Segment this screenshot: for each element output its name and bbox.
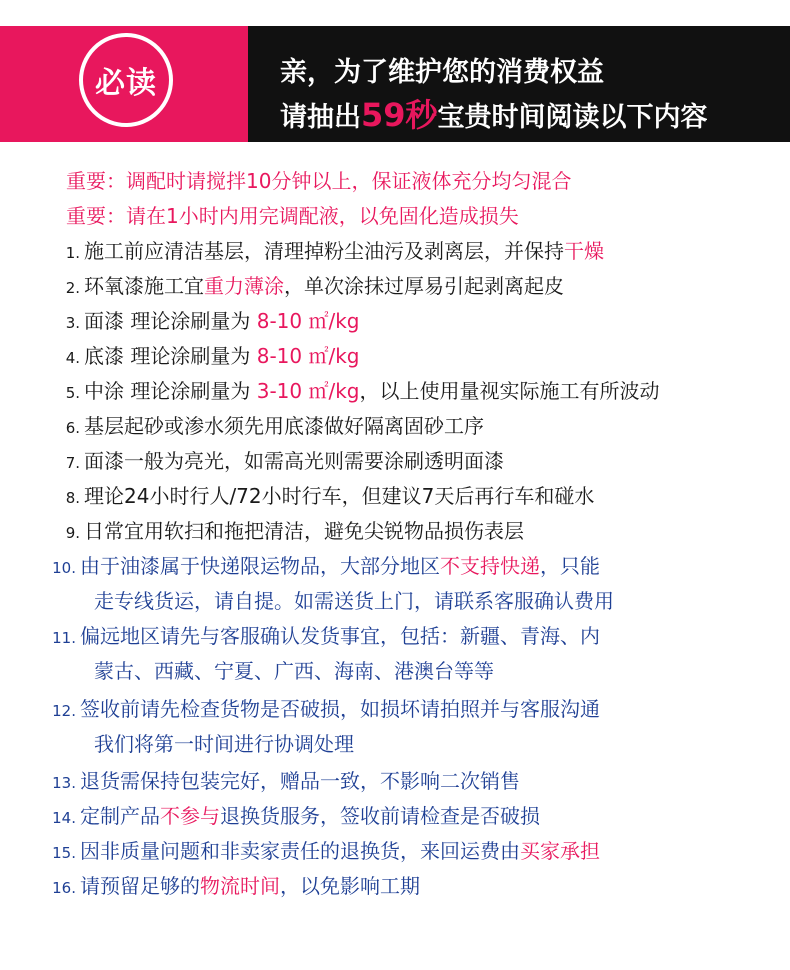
item-highlight: 物流时间 [200, 874, 280, 898]
item-text: 底漆 理论涂刷量为 [84, 344, 257, 368]
item-number: 7. [65, 454, 80, 472]
list-item-1 [0, 236, 790, 268]
item-number: 1. [65, 244, 80, 262]
item-text: 中涂 理论涂刷量为 [84, 379, 257, 403]
item-number: 10. [52, 559, 76, 577]
item-text-tail: 退换货服务，签收前请检查是否破损 [220, 804, 540, 828]
list-item-3 [0, 306, 790, 338]
item-text: 基层起砂或渗水须先用底漆做好隔离固砂工序 [84, 414, 484, 438]
list-item-10-continued: 走专线货运，请自提。如需送货上门，请联系客服确认费用 [94, 589, 614, 613]
important-note-2: 重要：请在1小时内用完调配液，以免固化造成损失 [66, 204, 519, 228]
list-item-12-continued: 我们将第一时间进行协调处理 [94, 732, 354, 756]
item-text: 环氧漆施工宜 [84, 274, 204, 298]
item-highlight: 8-10 ㎡/kg [256, 309, 360, 333]
item-highlight: 干燥 [564, 239, 604, 263]
item-number: 11. [52, 629, 76, 647]
item-number: 13. [52, 774, 76, 792]
item-highlight: 8-10 ㎡/kg [256, 344, 360, 368]
item-number: 12. [52, 702, 76, 720]
item-number: 4. [65, 349, 80, 367]
item-number: 5. [65, 384, 80, 402]
headline-prefix: 请抽出 [280, 102, 361, 133]
list-item-11 [0, 621, 790, 653]
item-text: 偏远地区请先与客服确认发货事宜，包括：新疆、青海、内 [80, 624, 600, 648]
item-highlight: 不参与 [160, 804, 220, 828]
banner-left-panel [0, 26, 248, 142]
important-note-1: 重要：调配时请搅拌10分钟以上，保证液体充分均匀混合 [66, 169, 572, 193]
list-item-12 [0, 694, 790, 726]
list-item-16 [0, 871, 790, 903]
headline-line-1: 亲，为了维护您的消费权益 [280, 57, 604, 88]
item-text: 退货需保持包装完好，赠品一致，不影响二次销售 [80, 769, 520, 793]
item-highlight: 3-10 ㎡/kg [256, 379, 360, 403]
header-banner [0, 26, 790, 142]
list-item-6 [0, 411, 790, 443]
item-text-tail: ，单次涂抹过厚易引起剥离起皮 [284, 274, 564, 298]
item-number: 14. [52, 809, 76, 827]
item-number: 8. [65, 489, 80, 507]
list-item-14 [0, 801, 790, 833]
item-number: 15. [52, 844, 76, 862]
item-number: 3. [65, 314, 80, 332]
list-item-8 [0, 481, 790, 513]
item-text-tail: ，以上使用量视实际施工有所波动 [359, 379, 660, 403]
list-item-10 [0, 551, 790, 583]
item-text-tail: ，只能 [540, 554, 600, 578]
item-highlight: 不支持快递 [440, 554, 540, 578]
badge-label: 必读 [95, 66, 157, 101]
item-highlight: 买家承担 [520, 839, 600, 863]
item-text: 签收前请先检查货物是否破损，如损坏请拍照并与客服沟通 [80, 697, 600, 721]
headline-suffix: 宝贵时间阅读以下内容 [437, 102, 708, 133]
item-text-tail: ，以免影响工期 [280, 874, 420, 898]
list-item-2 [0, 271, 790, 303]
item-text: 面漆一般为亮光，如需高光则需要涂刷透明面漆 [84, 449, 504, 473]
headline-seconds: 59秒 [361, 96, 438, 134]
item-number: 9. [65, 524, 80, 542]
list-item-5 [0, 376, 790, 408]
list-item-4 [0, 341, 790, 373]
item-highlight: 重力薄涂 [204, 274, 284, 298]
item-text: 请预留足够的 [80, 874, 200, 898]
headline-line-2 [280, 90, 708, 136]
item-text: 由于油漆属于快递限运物品，大部分地区 [80, 554, 440, 578]
item-number: 16. [52, 879, 76, 897]
list-item-11-continued: 蒙古、西藏、宁夏、广西、海南、港澳台等等 [94, 659, 494, 683]
item-text: 理论24小时行人/72小时行车，但建议7天后再行车和碰水 [84, 484, 595, 508]
list-item-13 [0, 766, 790, 798]
item-text: 因非质量问题和非卖家责任的退换货，来回运费由 [80, 839, 520, 863]
item-text: 面漆 理论涂刷量为 [84, 309, 257, 333]
item-text: 定制产品 [80, 804, 160, 828]
item-text: 日常宜用软扫和拖把清洁，避免尖锐物品损伤表层 [84, 519, 524, 543]
item-text: 施工前应清洁基层，清理掉粉尘油污及剥离层，并保持 [84, 239, 564, 263]
list-item-9 [0, 516, 790, 548]
item-number: 2. [65, 279, 80, 297]
list-item-7 [0, 446, 790, 478]
list-item-15 [0, 836, 790, 868]
item-number: 6. [65, 419, 80, 437]
must-read-badge [79, 33, 173, 127]
